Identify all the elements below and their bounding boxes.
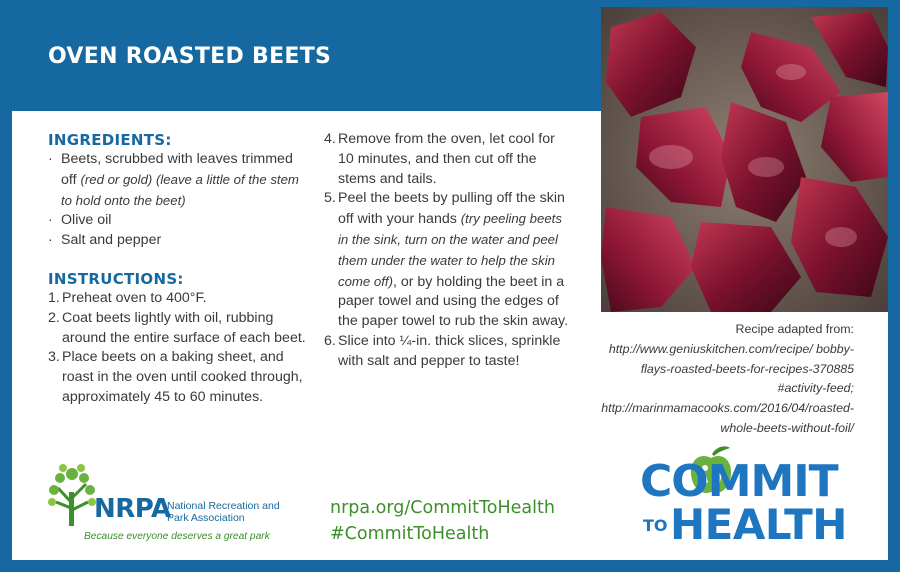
step-text: Coat beets lightly with oil, rubbing around the entire surface of each beet. [62, 309, 306, 346]
step-number: 1. [48, 289, 60, 306]
step-text: Place beets on a baking sheet, and roast in the oven until cooked through, approximately 45 to 60 minutes. [62, 349, 303, 405]
nrpa-logo [48, 462, 288, 548]
instructions-heading: INSTRUCTIONS: [48, 269, 184, 288]
instructions-list-part1 [48, 289, 308, 408]
ingredients-heading: INGREDIENTS: [48, 131, 172, 149]
list-item [48, 309, 308, 349]
step-number: 5. [324, 190, 336, 207]
instructions-list-part2 [324, 130, 574, 372]
credit-link[interactable]: http://www.geniuskitchen.com/recipe/ bobby-flays-roasted-beets-for-recipes-370885 #activity-feed; [608, 341, 854, 396]
left-column [48, 130, 308, 408]
nrpa-tagline: Because everyone deserves a great park [84, 531, 270, 542]
step-note: (try peeling beets in the sink, turn on the water and peel them under the water to help the skin come off) [338, 211, 562, 289]
credit-link[interactable]: http://marinmamacooks.com/2016/04/roasted- whole-beets-without-foil/ [601, 401, 854, 435]
tree-icon [48, 462, 96, 530]
step-text: Peel the beets by pulling off the skin off with your hands [338, 190, 565, 228]
commit-wordmark: COMMIT [640, 456, 838, 507]
ingredient-text: Olive oil [61, 212, 112, 229]
campaign-url[interactable]: nrpa.org/CommitToHealth [330, 498, 555, 518]
ingredient-text: Beets, scrubbed with leaves trimmed off [61, 151, 293, 188]
campaign-hashtag[interactable]: #CommitToHealth [330, 524, 490, 544]
step-text: Preheat oven to 400°F. [62, 289, 207, 306]
ingredients-list [48, 150, 308, 251]
health-wordmark: HEALTH [670, 500, 847, 549]
ingredient-note: (red or gold) (leave a little of the stem to hold onto the beet) [61, 171, 299, 208]
ingredient-text: Salt and pepper [61, 232, 162, 249]
to-wordmark: TO [643, 516, 668, 535]
nrpa-org-name: National Recreation and Park Association [167, 500, 280, 524]
list-item [324, 189, 574, 332]
step-number: 4. [324, 131, 336, 147]
list-item [324, 332, 574, 372]
nrpa-wordmark: NRPA [94, 494, 171, 524]
list-item [48, 348, 308, 407]
step-number: 3. [48, 349, 60, 366]
credit-lead: Recipe adapted from: [735, 322, 854, 336]
step-number: 2. [48, 309, 60, 326]
middle-column [324, 130, 574, 372]
recipe-title: OVEN ROASTED BEETS [48, 44, 332, 69]
recipe-credit [594, 320, 854, 439]
roasted-beets-photo [601, 7, 888, 312]
step-text: , or by holding the beet in a paper towel and using the edges of the paper towel to rub the skin away. [338, 273, 569, 330]
list-item [324, 130, 574, 189]
commit-to-health-logo [640, 440, 860, 550]
step-text: Slice into ¼-in. thick slices, sprinkle with salt and pepper to taste! [338, 332, 561, 369]
campaign-links [330, 495, 570, 547]
step-number: 6. [324, 332, 336, 349]
list-item [48, 289, 308, 309]
list-item [48, 150, 308, 211]
list-item [48, 231, 308, 251]
step-text: Remove from the oven, let cool for 10 minutes, and then cut off the stems and tails. [338, 131, 555, 187]
list-item [48, 211, 308, 231]
